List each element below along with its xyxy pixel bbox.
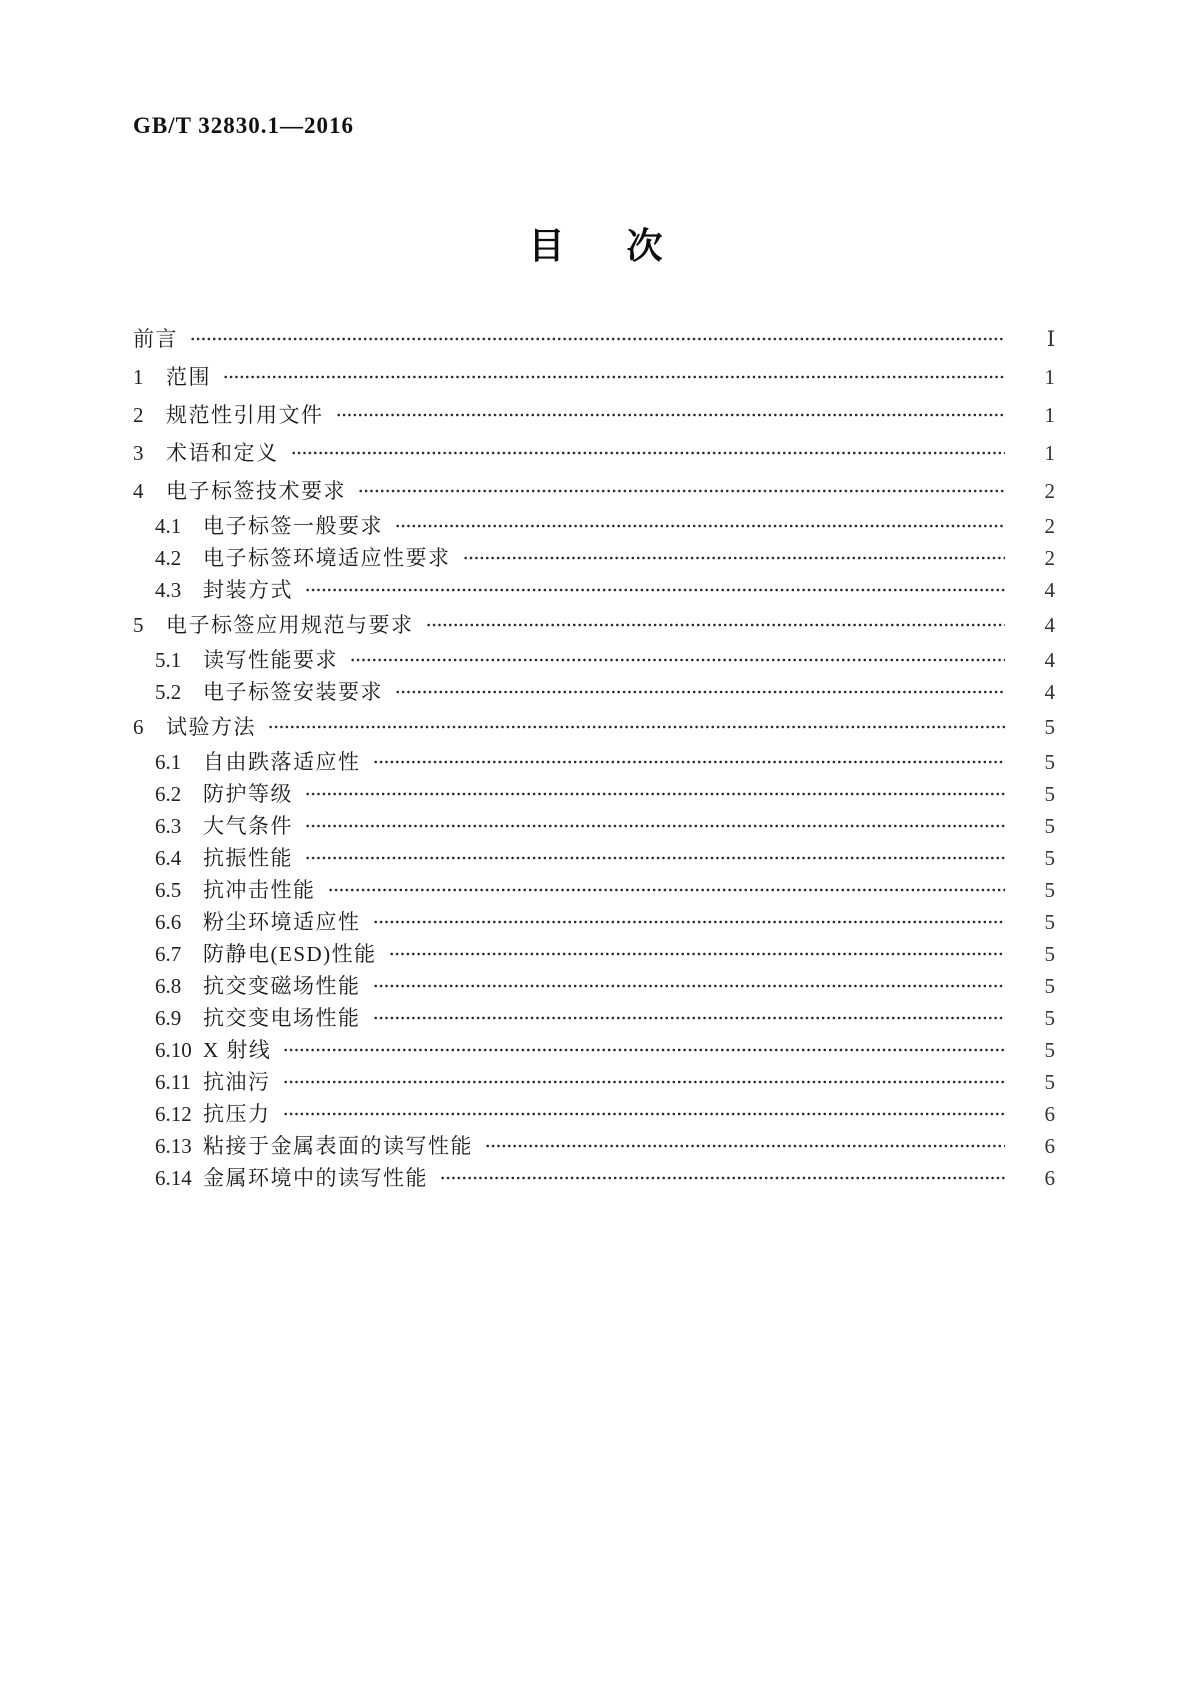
toc-entry-title: 试验方法 — [166, 714, 256, 739]
toc-entry-title: 抗压力 — [203, 1101, 271, 1126]
dotted-leader — [373, 906, 1006, 938]
dotted-leader — [305, 778, 1005, 810]
dotted-leader — [358, 472, 1005, 510]
toc-entry — [133, 1066, 1055, 1098]
toc-entry-title: 电子标签环境适应性要求 — [203, 545, 451, 570]
toc-entry — [133, 708, 1055, 746]
page-title-char-2: 次 — [626, 225, 663, 266]
toc-entry-number: 6.10 — [155, 1037, 192, 1062]
toc-entry-number: 1 — [133, 364, 144, 389]
toc-entry-title: 术语和定义 — [166, 440, 279, 465]
toc-entry-page: 6 — [1044, 1133, 1055, 1158]
toc-entry-title: 大气条件 — [203, 813, 293, 838]
toc-entry — [133, 1098, 1055, 1130]
toc-entry — [133, 1002, 1055, 1034]
toc-entry-title: 抗交变电场性能 — [203, 1005, 361, 1030]
toc-entry-number: 6.12 — [155, 1101, 192, 1126]
page-title-char-1: 目 — [528, 225, 565, 266]
toc-entry — [133, 542, 1055, 574]
toc-entry-number: 6.13 — [155, 1133, 192, 1158]
toc-entry-number: 4.1 — [155, 513, 182, 538]
toc-entry-page: 1 — [1044, 440, 1055, 465]
dotted-leader — [283, 1098, 1006, 1130]
toc-entry — [133, 396, 1055, 434]
dotted-leader — [305, 842, 1005, 874]
dotted-leader — [283, 1034, 1005, 1066]
toc-entry — [133, 472, 1055, 510]
toc-entry-page: 5 — [1044, 941, 1055, 966]
toc-entry — [133, 320, 1055, 358]
dotted-leader — [395, 510, 1005, 542]
toc-entry-page: 5 — [1044, 909, 1055, 934]
toc-entry-page: 5 — [1044, 973, 1055, 998]
toc-entry — [133, 434, 1055, 472]
dotted-leader — [328, 874, 1006, 906]
toc-entry-page: 5 — [1044, 1037, 1055, 1062]
toc-entry-number: 6.4 — [155, 845, 182, 870]
toc-entry-number: 6.14 — [155, 1165, 192, 1190]
toc-entry-page: 5 — [1044, 781, 1055, 806]
dotted-leader — [463, 542, 1006, 574]
toc-entry — [133, 644, 1055, 676]
toc-entry-number: 6.9 — [155, 1005, 182, 1030]
toc-entry-number: 6.5 — [155, 877, 182, 902]
toc-entry-number: 5.2 — [155, 679, 182, 704]
toc-entry — [133, 1130, 1055, 1162]
dotted-leader — [223, 358, 1005, 396]
toc-entry-number: 6.2 — [155, 781, 182, 806]
dotted-leader — [283, 1066, 1006, 1098]
dotted-leader — [440, 1162, 1005, 1194]
toc-entry-page: 6 — [1044, 1165, 1055, 1190]
page-title — [0, 218, 1191, 269]
toc-entry-title: 范围 — [166, 364, 211, 389]
toc-entry-number: 4.2 — [155, 545, 182, 570]
toc-entry-number: 6.6 — [155, 909, 182, 934]
toc-entry-title: 抗振性能 — [203, 845, 293, 870]
toc-entry — [133, 1162, 1055, 1194]
dotted-leader — [350, 644, 1005, 676]
toc-entry-page: 2 — [1044, 545, 1055, 570]
toc-entry-title: 电子标签安装要求 — [203, 679, 383, 704]
toc-entry-number: 3 — [133, 440, 144, 465]
toc-entry-number: 5.1 — [155, 647, 182, 672]
dotted-leader — [389, 938, 1005, 970]
toc-entry — [133, 938, 1055, 970]
toc-entry — [133, 778, 1055, 810]
toc-entry-number: 6.11 — [155, 1069, 191, 1094]
toc-entry-title: 抗冲击性能 — [203, 877, 316, 902]
toc-entry-title: 自由跌落适应性 — [203, 749, 361, 774]
toc-entry-title: 防护等级 — [203, 781, 293, 806]
toc-entry-page: 5 — [1044, 877, 1055, 902]
standard-code: GB/T 32830.1—2016 — [133, 113, 355, 138]
toc-entry — [133, 1034, 1055, 1066]
toc-entry-title: 抗油污 — [203, 1069, 271, 1094]
dotted-leader — [373, 746, 1006, 778]
toc-list — [133, 320, 1055, 1194]
toc-entry-title: X 射线 — [203, 1037, 272, 1062]
toc-entry-page: 5 — [1044, 1005, 1055, 1030]
toc-entry-number: 6 — [133, 714, 144, 739]
toc-entry-number: 6.3 — [155, 813, 182, 838]
toc-entry — [133, 970, 1055, 1002]
toc-entry-title: 防静电(ESD)性能 — [203, 941, 377, 966]
toc-entry-number: 5 — [133, 612, 144, 637]
toc-entry — [133, 358, 1055, 396]
toc-entry-page: 4 — [1044, 612, 1055, 637]
dotted-leader — [305, 574, 1005, 606]
toc-entry-page: Ⅰ — [1046, 326, 1055, 351]
toc-entry-title: 电子标签技术要求 — [166, 478, 346, 503]
toc-entry-title: 金属环境中的读写性能 — [203, 1165, 428, 1190]
toc-entry-title: 读写性能要求 — [203, 647, 338, 672]
toc-entry — [133, 606, 1055, 644]
toc-entry-title: 粉尘环境适应性 — [203, 909, 361, 934]
toc-entry-number: 6.1 — [155, 749, 182, 774]
toc-entry — [133, 810, 1055, 842]
toc-entry-page: 5 — [1044, 714, 1055, 739]
toc-entry-page: 5 — [1044, 749, 1055, 774]
toc-entry-number: 6.7 — [155, 941, 182, 966]
toc-entry — [133, 874, 1055, 906]
dotted-leader — [291, 434, 1006, 472]
toc-entry-page: 4 — [1044, 679, 1055, 704]
toc-entry-page: 4 — [1044, 647, 1055, 672]
toc-entry-title: 规范性引用文件 — [166, 402, 324, 427]
toc-entry-title: 前言 — [133, 326, 178, 351]
toc-entry-title: 电子标签一般要求 — [203, 513, 383, 538]
toc-entry-page: 2 — [1044, 513, 1055, 538]
toc-entry-title: 粘接于金属表面的读写性能 — [203, 1133, 473, 1158]
toc-entry-page: 2 — [1044, 478, 1055, 503]
toc-entry — [133, 906, 1055, 938]
dotted-leader — [190, 320, 1005, 358]
dotted-leader — [395, 676, 1005, 708]
dotted-leader — [373, 1002, 1006, 1034]
dotted-leader — [268, 708, 1005, 746]
toc-entry-page: 1 — [1044, 364, 1055, 389]
dotted-leader — [485, 1130, 1005, 1162]
toc-entry-title: 电子标签应用规范与要求 — [166, 612, 414, 637]
toc-entry — [133, 574, 1055, 606]
toc-entry-page: 5 — [1044, 813, 1055, 838]
toc-entry — [133, 676, 1055, 708]
dotted-leader — [305, 810, 1005, 842]
toc-entry-number: 4.3 — [155, 577, 182, 602]
dotted-leader — [426, 606, 1006, 644]
toc-entry — [133, 746, 1055, 778]
toc-entry-page: 1 — [1044, 402, 1055, 427]
toc-entry-number: 6.8 — [155, 973, 182, 998]
toc-entry-title: 封装方式 — [203, 577, 293, 602]
toc-entry-page: 5 — [1044, 845, 1055, 870]
toc-entry-page: 4 — [1044, 577, 1055, 602]
toc-entry-page: 5 — [1044, 1069, 1055, 1094]
toc-entry-number: 2 — [133, 402, 144, 427]
toc-entry-title: 抗交变磁场性能 — [203, 973, 361, 998]
dotted-leader — [373, 970, 1006, 1002]
dotted-leader — [336, 396, 1006, 434]
toc-entry — [133, 842, 1055, 874]
toc-entry — [133, 510, 1055, 542]
toc-entry-page: 6 — [1044, 1101, 1055, 1126]
toc-entry-number: 4 — [133, 478, 144, 503]
